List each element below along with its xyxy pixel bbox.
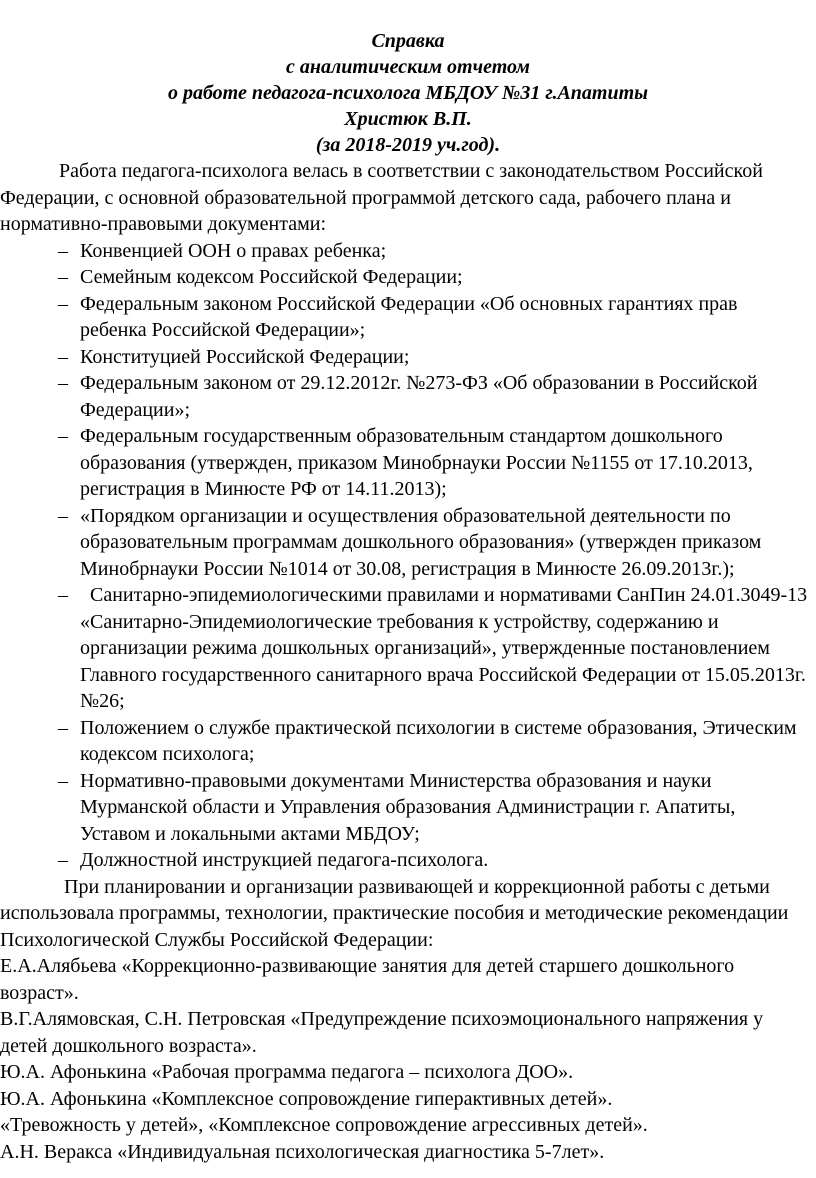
list-item-text: Конвенцией ООН о правах ребенка; — [80, 239, 387, 262]
list-item — [0, 847, 816, 874]
list-item — [0, 370, 816, 423]
planning-paragraph: При планировании и организации развивающей и коррекционной работы с детьми использовала программы, технологии, практические пособия и методические рекомендации Психологической Службы Российской Федерации: — [0, 875, 789, 951]
reference-item: Ю.А. Афонькина «Рабочая программа педагога – психолога ДОО». — [0, 1061, 574, 1083]
list-item — [0, 768, 816, 848]
list-item — [0, 344, 816, 371]
document-title — [0, 28, 816, 158]
list-item — [0, 715, 816, 768]
title-line-3: о работе педагога-психолога МБДОУ №31 г.Апатиты — [167, 82, 649, 104]
list-item — [0, 503, 816, 583]
list-item-text: Положением о службе практической психологии в системе образования, Этическим кодексом психолога; — [80, 716, 797, 765]
dash-marker: – — [58, 425, 68, 447]
list-item — [0, 264, 816, 291]
document-page — [0, 28, 816, 1165]
reference-item: В.Г.Алямовская, С.Н. Петровская «Предупреждение психоэмоционального напряжения у детей дошкольного возраста». — [0, 1008, 764, 1057]
references-list — [0, 953, 816, 1165]
dash-marker: – — [58, 504, 68, 527]
reference-item: Ю.А. Афонькина «Комплексное сопровождение гиперактивных детей». — [0, 1087, 613, 1110]
document-body — [0, 158, 816, 1165]
dash-marker: – — [58, 584, 68, 606]
reference-item: «Тревожность у детей», «Комплексное сопровождение агрессивных детей». — [0, 1114, 648, 1136]
dash-marker: – — [58, 345, 68, 368]
dash-marker: – — [58, 239, 68, 262]
dash-marker: – — [58, 769, 68, 792]
legal-basis-list — [0, 238, 816, 874]
reference-item: А.Н. Веракса «Индивидуальная психологическая диагностика 5-7лет». — [0, 1140, 605, 1163]
title-line-2: с аналитическим отчетом — [286, 56, 530, 78]
list-item-text: Семейным кодексом Российской Федерации; — [80, 266, 463, 288]
list-item — [0, 423, 816, 503]
list-item — [0, 291, 816, 344]
list-item-text: Санитарно-эпидемиологическими правилами и нормативами СанПин 24.01.3049-13 «Санитарно-Эпидемиологические требования к устройству, содержанию и организации режима дошкольных организаций», утвержденные постановлением Главного государственного санитарного врача Российской Федерации от 15.05.2013г. №26; — [80, 584, 808, 712]
dash-marker: – — [58, 292, 68, 315]
list-item-text: Федеральным законом Российской Федерации «Об основных гарантиях прав ребенка Российской Федерации»; — [80, 292, 738, 341]
dash-marker: – — [58, 849, 68, 871]
list-item-text: Федеральным государственным образовательным стандартом дошкольного образования (утвержден, приказом Минобрнауки России №1155 от 17.10.2013, регистрация в Минюсте РФ от 14.11.2013); — [80, 425, 753, 500]
list-item-text: Нормативно-правовыми документами Министерства образования и науки Мурманской области и Управления образования Администрации г. Апатиты, Уставом и локальными актами МБДОУ; — [80, 769, 736, 845]
title-line-4: Христюк В.П. — [344, 108, 472, 130]
intro-paragraph: Работа педагога-психолога велась в соответствии с законодательством Российской Федерации, с основной образовательной программой детского сада, рабочего плана и нормативно-правовыми документами: — [0, 160, 763, 235]
title-line-1: Справка — [371, 30, 445, 52]
title-line-5: (за 2018-2019 уч.год). — [315, 134, 501, 156]
list-item-text: «Порядком организации и осуществления образовательной деятельности по образовательным программам дошкольного образования» (утвержден приказом Минобрнауки России №1014 от 30.08, регистрация в Минюсте 26.09.2013г.); — [80, 504, 762, 580]
dash-marker: – — [58, 716, 68, 739]
list-item — [0, 582, 816, 715]
list-item-text: Должностной инструкцией педагога-психолога. — [80, 849, 489, 871]
list-item-text: Конституцией Российской Федерации; — [80, 345, 410, 368]
list-item-text: Федеральным законом от 29.12.2012г. №273-ФЗ «Об образовании в Российской Федерации»; — [80, 372, 758, 421]
reference-item: Е.А.Алябьева «Коррекционно-развивающие занятия для детей старшего дошкольного возраст». — [0, 955, 735, 1004]
list-item — [0, 238, 816, 265]
dash-marker: – — [58, 266, 68, 288]
dash-marker: – — [58, 372, 68, 394]
